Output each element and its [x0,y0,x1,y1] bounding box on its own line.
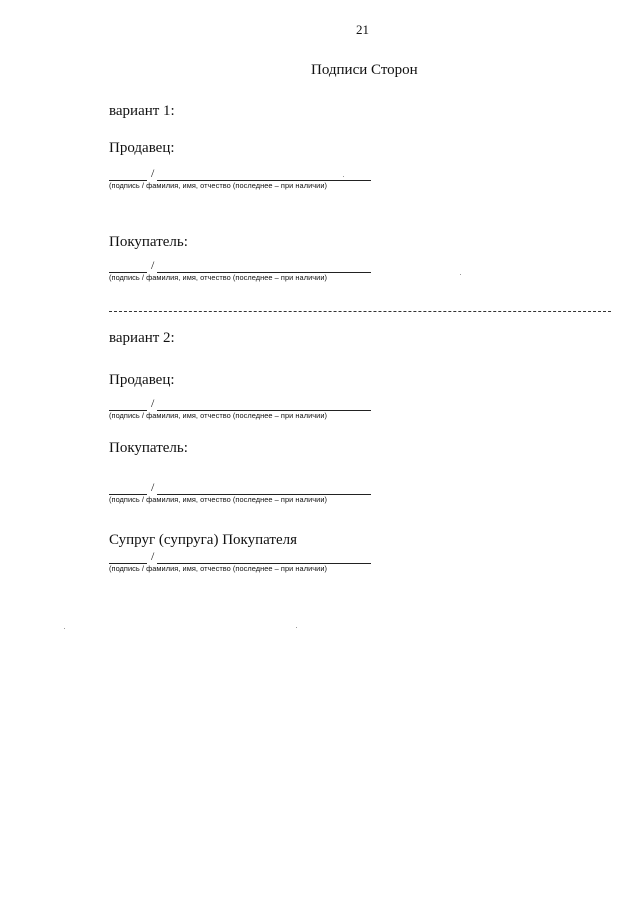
signature-slash: / [151,480,155,494]
scan-speck [343,176,344,177]
variant-1-label: вариант 1: [109,103,175,119]
section-divider [109,311,611,312]
page-title: Подписи Сторон [311,62,418,78]
variant-2-spouse-label: Супруг (супруга) Покупателя [109,532,298,548]
variant-2-seller-label: Продавец: [109,372,175,388]
signature-caption: (подпись / фамилия, имя, отчество (последнее – при наличии) [109,411,328,420]
variant-2-label: вариант 2: [109,330,175,346]
variant-1-buyer-label: Покупатель: [109,234,188,250]
page-number: 21 [356,22,369,37]
signature-slash: / [151,166,155,180]
scan-speck [296,627,297,628]
signature-slash: / [151,258,155,272]
variant-2-spouse-signature-block [109,549,371,573]
signature-caption: (подпись / фамилия, имя, отчество (последнее – при наличии) [109,181,328,190]
signature-slash: / [151,396,155,410]
variant-1-seller-signature-block [109,166,371,190]
variant-2-seller-signature-block [109,396,371,420]
signature-slash: / [151,549,155,563]
variant-2-buyer-label: Покупатель: [109,440,188,456]
signature-caption: (подпись / фамилия, имя, отчество (последнее – при наличии) [109,564,328,573]
signature-caption: (подпись / фамилия, имя, отчество (последнее – при наличии) [109,495,328,504]
variant-1-buyer-signature-block [109,258,371,282]
variant-2-buyer-signature-block [109,480,371,504]
variant-1-seller-label: Продавец: [109,140,175,156]
scan-speck [64,628,65,629]
scan-speck [460,274,461,275]
signature-caption: (подпись / фамилия, имя, отчество (последнее – при наличии) [109,273,328,282]
